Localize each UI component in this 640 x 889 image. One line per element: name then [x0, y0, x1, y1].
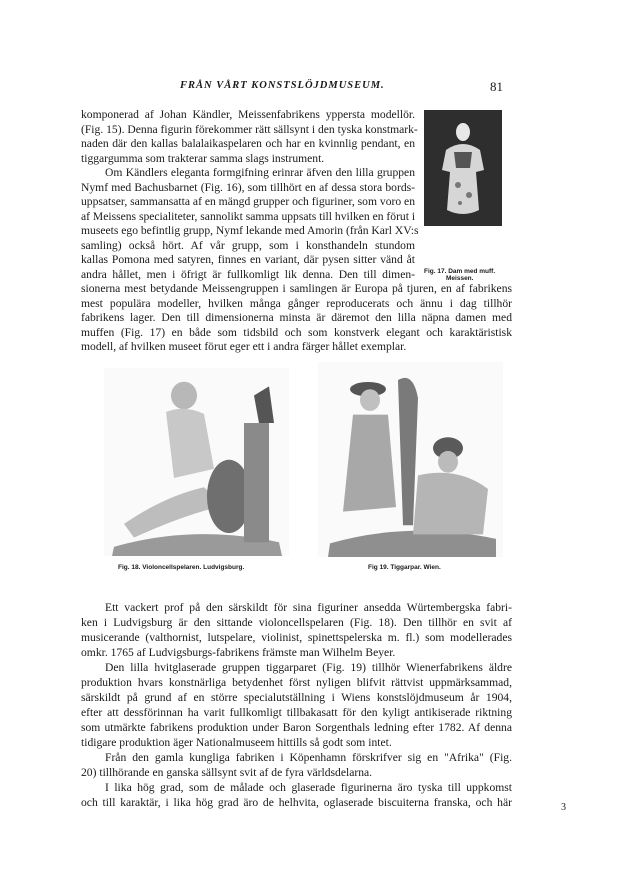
text-line: Den lilla hvitglaserade gruppen tiggarparet (Fig. 19) tillhör Wienerfabrikens äldre [105, 661, 512, 674]
caption-line: Meissen. [446, 275, 474, 282]
signature-mark: 3 [561, 802, 566, 813]
text-line: tiggargumma som trakterar samma slags instrument. [81, 151, 325, 165]
text-line: af Meissens specialiteter, sannolikt samma uppsats till hvilken en förut i [81, 209, 416, 223]
figure-17-caption [424, 268, 495, 282]
text-line: 20) tillhörande en ganska sällsynt svit af de fyra världsdelarna. [81, 766, 373, 779]
text-line: uppsatser, sammansatta af en mängd grupper och figuriner, som voro en [81, 195, 415, 208]
running-title: FRÅN VÅRT KONSTSLÖJDMUSEUM. [180, 80, 385, 91]
text-line: muffen (Fig. 17) en både som tidsbild och som konstverk elegant och karaktäristisk [81, 325, 512, 339]
text-line: och till karaktär, i lika hög grad äro de helhvita, oglaserade biscuiterna franska, och här [81, 796, 512, 809]
text-line: museets ego befintlig grupp, Nymf lekande med Amorin (från Karl XV:s [81, 224, 419, 237]
text-line: I lika hög grad, som de målade och glaserade figurinerna äro tyska till uppkomst [105, 781, 512, 794]
text-line: omkr. 1765 af Ludvigsburgs-fabrikens främste man Wilhelm Beyer. [81, 646, 396, 659]
text-line: Från den gamla kungliga fabriken i Köpenhamn förskrifver sig en "Afrika" (Fig. [105, 751, 512, 764]
paragraph-full [81, 282, 512, 355]
text-line: Nymf med Bachusbarnet (Fig. 16), som tillhört en af dessa stora bords- [81, 180, 415, 194]
text-line: efter att dessförinnan ha varit fullkomligt tillbakasatt för den kyligt antikiserade riktning [81, 706, 512, 719]
caption-line: Fig. 17. Dam med muff. [424, 268, 496, 275]
text-line: som utmärkte fabrikens produktion under Baron Sorgenthals ledning efter 1782. Af denna [81, 721, 512, 734]
text-line: särskildt på grund af en större specialutställning i Wiens konstslöjdmuseum år 1904, [81, 691, 512, 704]
page-number: 81 [490, 79, 503, 94]
text-line: mest populära modeller, hvilken många gånger reproducerats och ännu i dag tillhör [81, 296, 512, 310]
text-line: modell, af hvilken museet förut eger ett i andra färger hållet exemplar. [81, 340, 407, 353]
text-line: andra hållet, men i öfrigt är fullkomligt lik denna. Den till dimen- [81, 267, 415, 281]
text-line: (Fig. 15). Denna figurin förekommer rätt sällsynt i den tyska konstmark- [81, 122, 418, 136]
text-line: fabrikens lager. Den till dimensionerna minsta är däremot den lilla näpna damen med [81, 311, 512, 324]
text-line: naden där den kallas balalaikaspelaren och har en kvinnlig pendant, en [81, 137, 415, 150]
text-line: ken i Ludvigsburg är den sittande violoncellspelaren (Fig. 18). Den tillhör en svit af [81, 616, 512, 629]
text-line: komponerad af Johan Kändler, Meissenfabrikens yppersta modellör. [81, 108, 415, 121]
text-line: samling) också hört. Af vår grupp, som i konsthandeln stundom [81, 238, 415, 252]
text-line: produktion hvars konstnärliga betydenhet först nyligen blifvit rättvist uppmärksammad, [81, 676, 512, 689]
text-line: Ett vackert prof på den särskildt för sina figuriner ansedda Würtembergska fabri- [105, 601, 512, 614]
text-line: kallas Pomona med satyren, finnes en variant, där pysen sitter vänd åt [81, 253, 415, 266]
figure-18-photo [104, 368, 289, 556]
text-line: sionerna mest betydande Meissengruppen i samlingen är Europa på tjuren, en af fabrikens [81, 282, 512, 295]
text-line: musicerande (valthornist, lutspelare, violinist, spinettspelerska m. fl.) som modellerades [81, 631, 512, 644]
text-line: tidigare produktion äger Nationalmuseem hittills så godt som intet. [81, 736, 392, 749]
figure-19-photo [318, 362, 503, 557]
paragraph-narrow [81, 108, 419, 282]
text-line: Om Kändlers eleganta formgifning erinrar äfven den lilla gruppen [105, 166, 415, 179]
figure-18-caption: Fig. 18. Violoncellspelaren. Ludvigsburg. [118, 564, 245, 571]
figure-17-photo [424, 110, 502, 226]
figure-19-caption: Fig 19. Tiggarpar. Wien. [368, 564, 441, 571]
paragraph-body-2 [81, 600, 512, 810]
